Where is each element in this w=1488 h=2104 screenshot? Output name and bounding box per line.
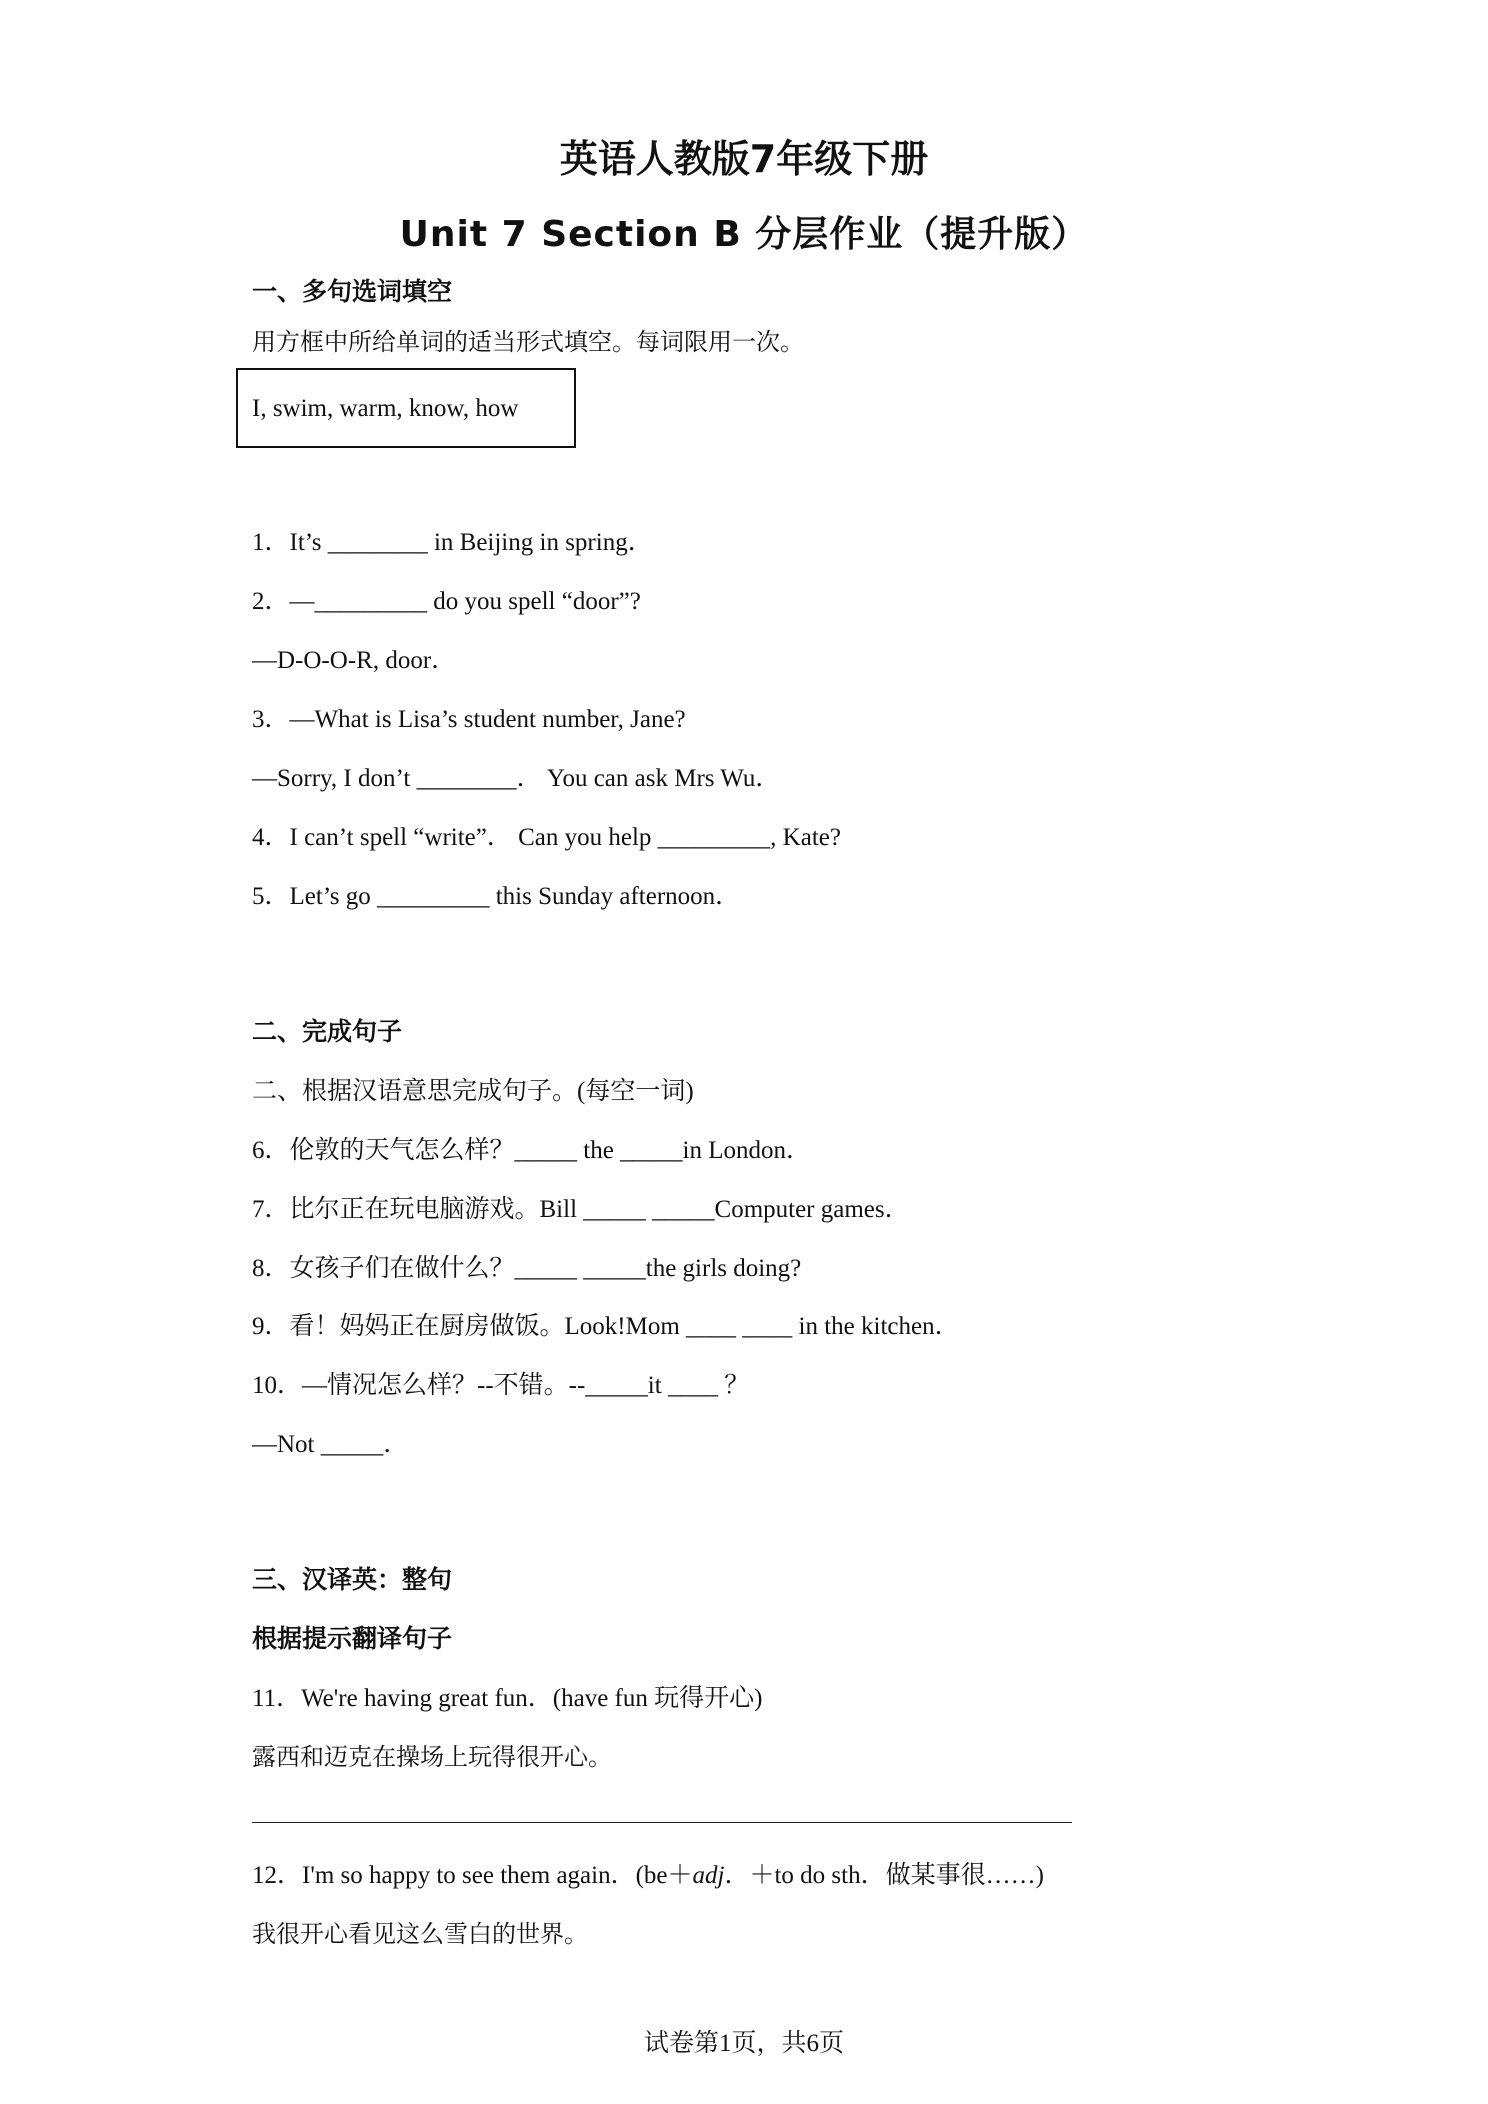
question-10-answer: —Not _____． xyxy=(252,1431,409,1458)
question-5: 5．Let’s go _________ this Sunday afternoon． xyxy=(252,883,741,910)
page-title: 英语人教版7年级下册 xyxy=(559,137,929,181)
word-bank-box xyxy=(236,368,576,448)
question-12-prefix: 12．I'm so happy to see them again．(be＋ xyxy=(252,1862,693,1889)
question-12-italic: adj xyxy=(692,1862,725,1889)
question-6: 6．伦敦的天气怎么样？_____ the _____in London． xyxy=(252,1137,812,1164)
answer-line xyxy=(252,1822,1072,1823)
question-2-answer: —D-O-O-R, door． xyxy=(252,647,457,674)
word-bank-text: I, swim, warm, know, how xyxy=(252,395,519,422)
section2-heading: 二、完成句子 xyxy=(252,1017,403,1046)
question-9: 9．看！妈妈正在厨房做饭。Look!Mom ____ ____ in the kitchen． xyxy=(252,1313,960,1340)
section2-instruction: 二、根据汉语意思完成句子。(每空一词) xyxy=(252,1078,694,1105)
question-2: 2．—_________ do you spell “door”? xyxy=(252,588,641,615)
section1-instruction: 用方框中所给单词的适当形式填空。每词限用一次。 xyxy=(252,328,804,356)
question-4: 4．I can’t spell “write”． Can you help _________, Kate? xyxy=(252,824,841,851)
question-3: 3．—What is Lisa’s student number, Jane? xyxy=(252,706,686,733)
question-11-prompt: 11．We're having great fun．(have fun 玩得开心) xyxy=(252,1685,763,1712)
question-7: 7．比尔正在玩电脑游戏。Bill _____ _____Computer games． xyxy=(252,1196,910,1223)
question-12-suffix: ．＋to do sth．做某事很……) xyxy=(724,1862,1044,1889)
question-8: 8．女孩子们在做什么？_____ _____the girls doing? xyxy=(252,1255,802,1282)
question-10: 10．—情况怎么样？--不错。--_____it ____ ？ xyxy=(252,1372,750,1399)
question-3-answer: —Sorry, I don’t ________． You can ask Mrs Wu． xyxy=(252,765,781,792)
page-subtitle: Unit 7 Section B 分层作业（提升版） xyxy=(399,214,1089,255)
section3-heading: 三、汉译英：整句 xyxy=(252,1565,453,1594)
question-11-chinese: 露西和迈克在操场上玩得很开心。 xyxy=(252,1743,612,1771)
question-12-chinese: 我很开心看见这么雪白的世界。 xyxy=(252,1920,588,1948)
page-footer: 试卷第1页，共6页 xyxy=(643,2030,844,2057)
question-1: 1．It’s ________ in Beijing in spring． xyxy=(252,529,653,556)
section1-heading: 一、多句选词填空 xyxy=(252,277,453,306)
section3-subheading: 根据提示翻译句子 xyxy=(252,1624,453,1653)
question-12-prompt xyxy=(252,1855,1044,1891)
